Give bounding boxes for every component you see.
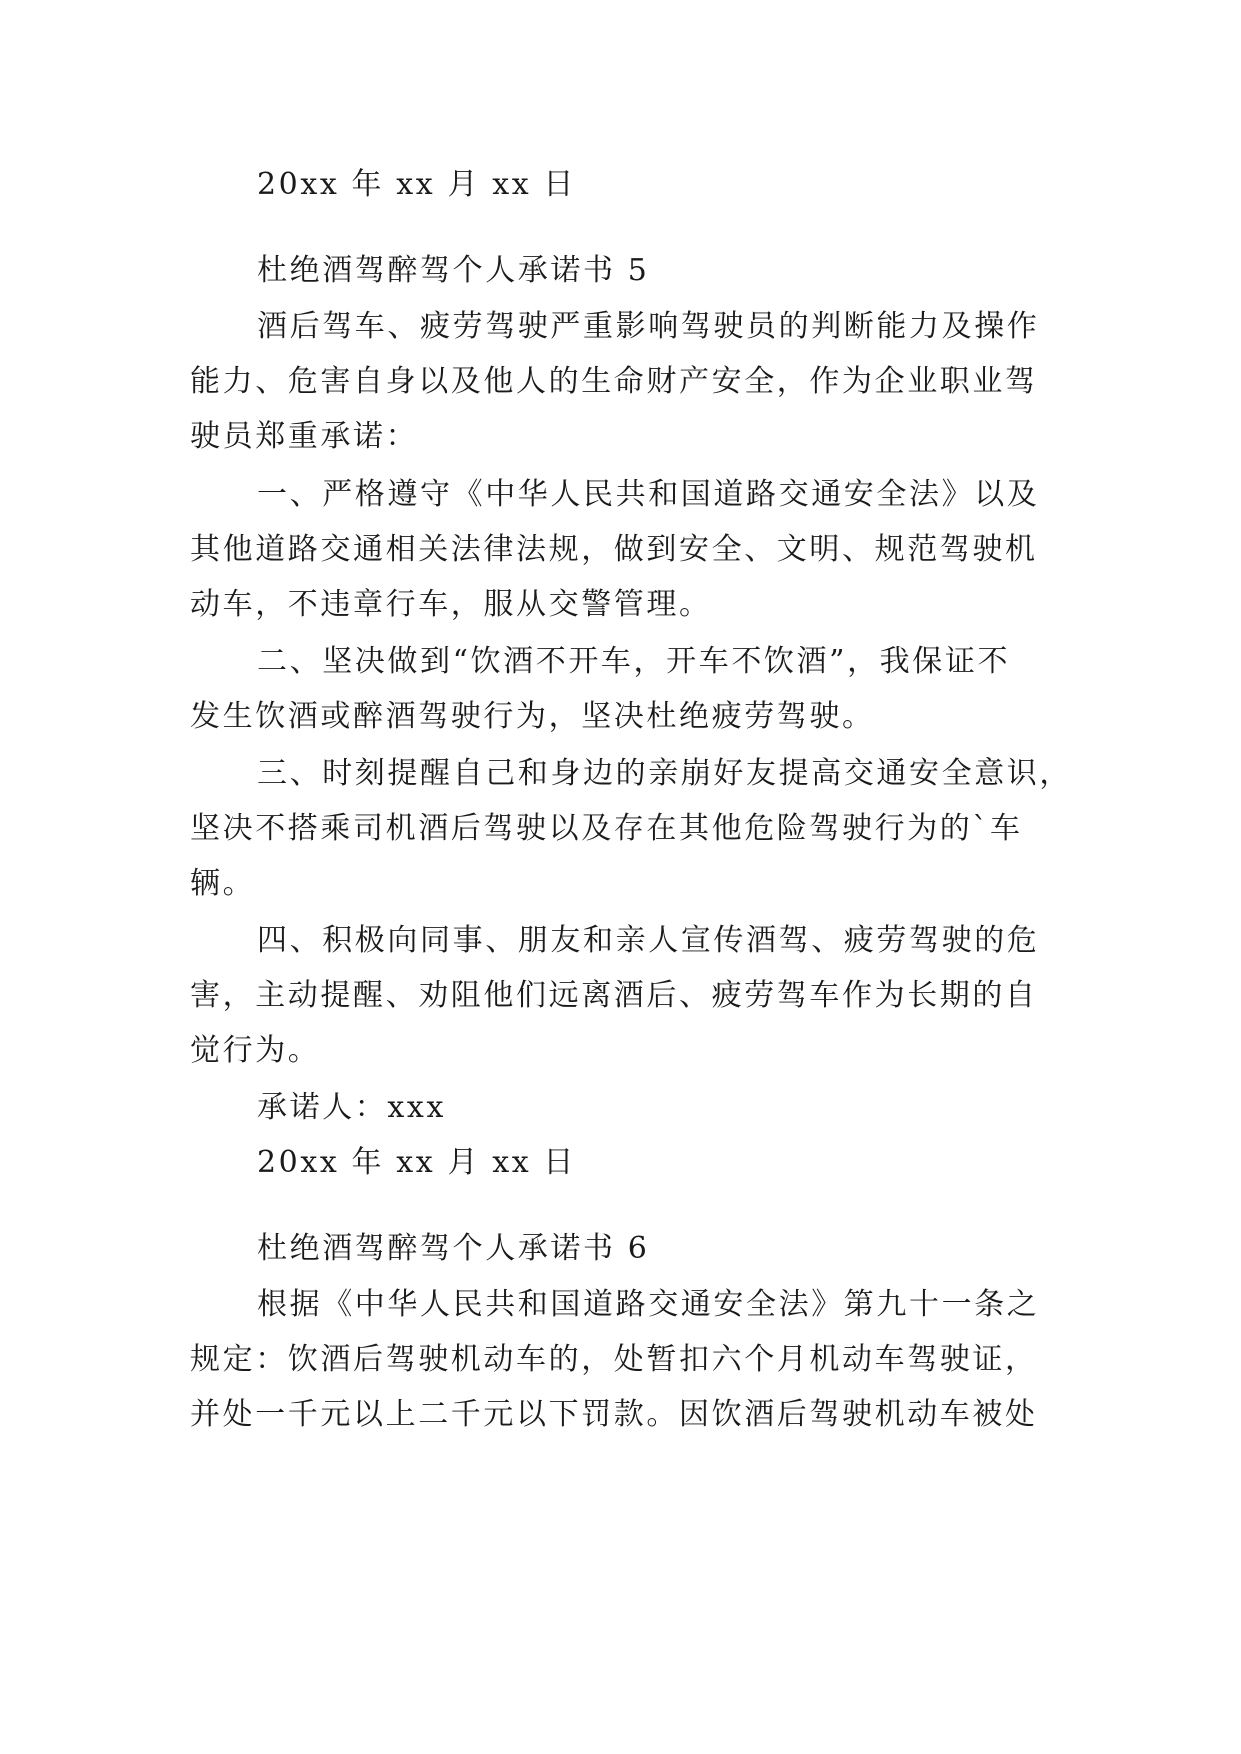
section-title: 杜绝酒驾醉驾个人承诺书 6 bbox=[257, 1231, 650, 1266]
paragraph-line: 发生饮酒或醉酒驾驶行为，坚决杜绝疲劳驾驶。 bbox=[190, 699, 875, 734]
paragraph-line: 辆。 bbox=[190, 866, 256, 901]
paragraph-line: 觉行为。 bbox=[190, 1033, 321, 1068]
paragraph-line: 坚决不搭乘司机酒后驾驶以及存在其他危险驾驶行为的`车 bbox=[190, 811, 1023, 846]
signer-line: 承诺人：xxx bbox=[257, 1090, 446, 1125]
paragraph-line: 动车，不违章行车，服从交警管理。 bbox=[190, 587, 712, 622]
date-line: 20xx 年 xx 月 xx 日 bbox=[257, 167, 576, 202]
paragraph-line: 规定：饮酒后驾驶机动车的，处暂扣六个月机动车驾驶证， bbox=[190, 1342, 1038, 1377]
paragraph-line: 能力、危害自身以及他人的生命财产安全，作为企业职业驾 bbox=[190, 364, 1038, 399]
paragraph-line: 根据《中华人民共和国道路交通安全法》第九十一条之 bbox=[257, 1287, 1040, 1322]
paragraph-line: 并处一千元以上二千元以下罚款。因饮酒后驾驶机动车被处 bbox=[190, 1397, 1038, 1432]
date-line: 20xx 年 xx 月 xx 日 bbox=[257, 1145, 576, 1180]
paragraph-line: 一、严格遵守《中华人民共和国道路交通安全法》以及 bbox=[257, 477, 1040, 512]
paragraph-line: 二、坚决做到“饮酒不开车，开车不饮酒”，我保证不 bbox=[257, 644, 1011, 679]
section-title: 杜绝酒驾醉驾个人承诺书 5 bbox=[257, 253, 650, 288]
paragraph-line: 三、时刻提醒自己和身边的亲崩好友提高交通安全意识， bbox=[257, 756, 1072, 791]
paragraph-line: 其他道路交通相关法律法规，做到安全、文明、规范驾驶机 bbox=[190, 532, 1038, 567]
paragraph-line: 酒后驾车、疲劳驾驶严重影响驾驶员的判断能力及操作 bbox=[257, 309, 1040, 344]
paragraph-line: 驶员郑重承诺： bbox=[190, 419, 419, 454]
paragraph-line: 四、积极向同事、朋友和亲人宣传酒驾、疲劳驾驶的危 bbox=[257, 923, 1040, 958]
paragraph-line: 害，主动提醒、劝阻他们远离酒后、疲劳驾车作为长期的自 bbox=[190, 978, 1038, 1013]
